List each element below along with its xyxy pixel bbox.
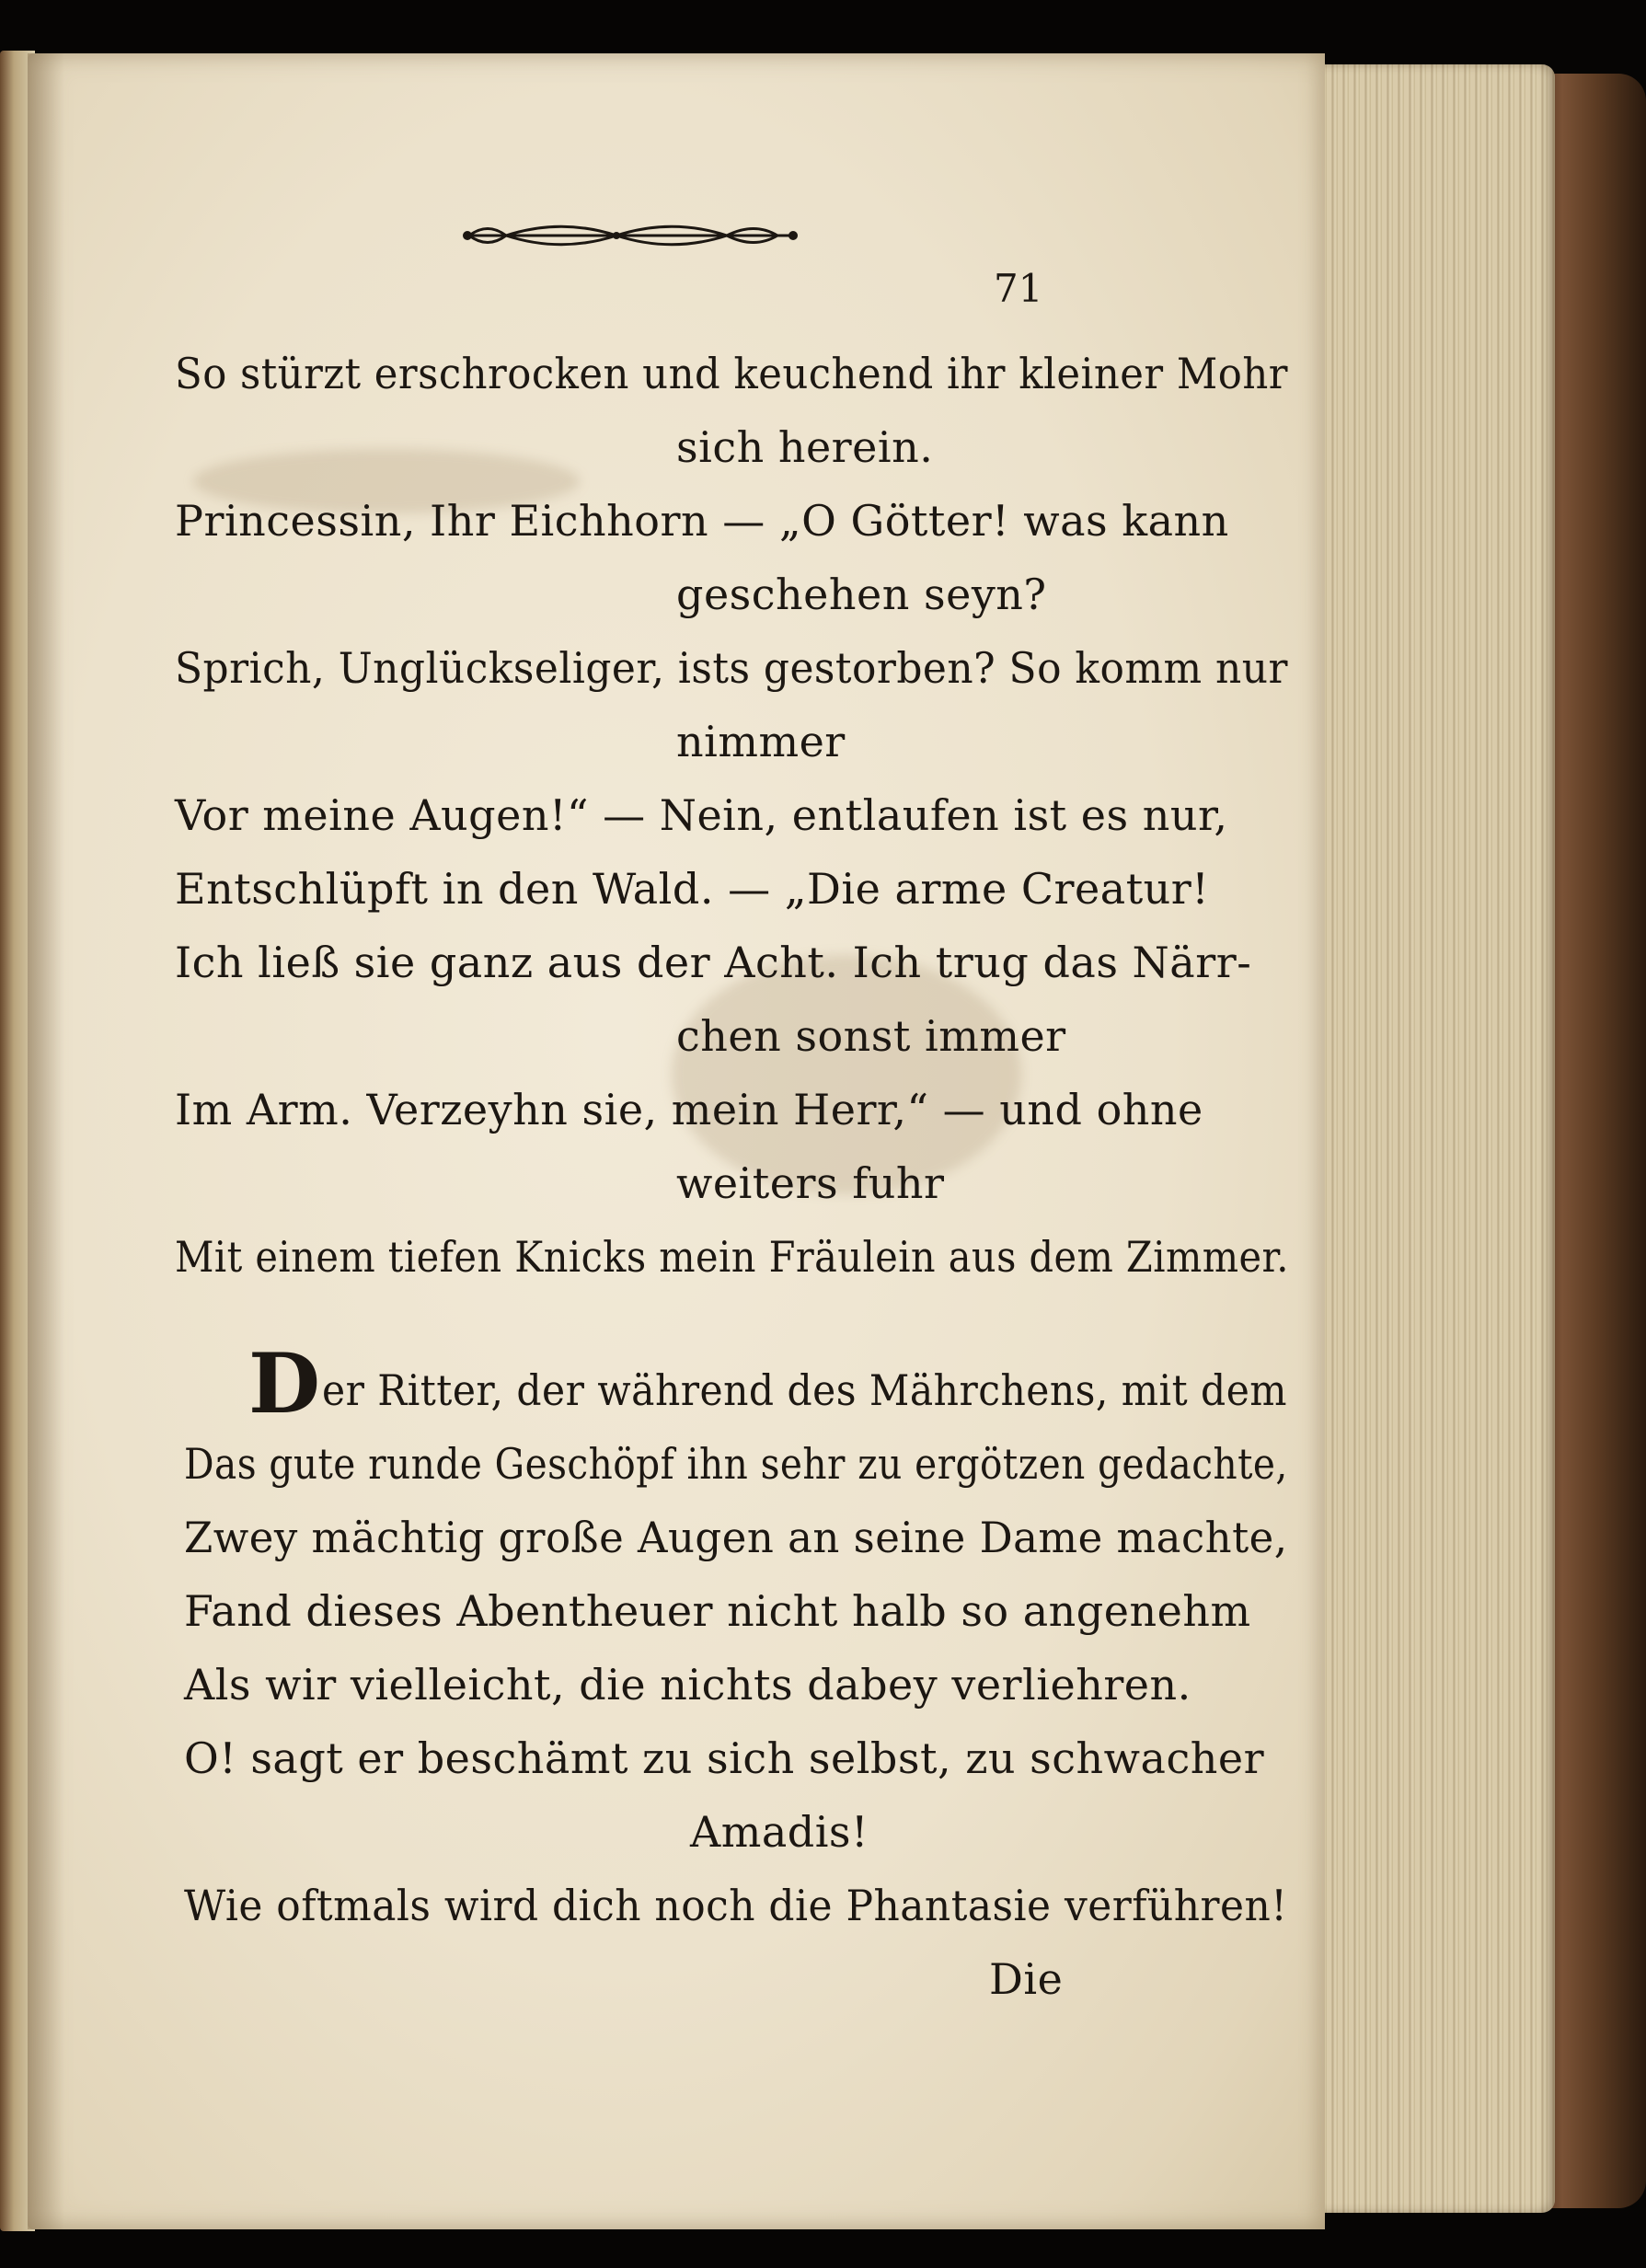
text-line: Entschlüpft in den Wald. — „Die arme Creatur! <box>175 864 1210 914</box>
text-line: Das gute runde Geschöpf ihn sehr zu ergötzen gedachte, <box>184 1439 1288 1489</box>
text-line: O! sagt er beschämt zu sich selbst, zu schwacher <box>184 1733 1265 1783</box>
text-line: nimmer <box>676 717 846 766</box>
text-line: Fand dieses Abentheuer nicht halb so angenehm <box>184 1586 1251 1636</box>
text-line: weiters fuhr <box>676 1158 945 1208</box>
text-line: Ich ließ sie ganz aus der Acht. Ich trug das Närr- <box>175 938 1252 987</box>
text-line: Sprich, Unglückseliger, ists gestorben? So komm nur <box>175 643 1288 693</box>
text-line: Amadis! <box>690 1807 869 1857</box>
text-line: sich herein. <box>676 422 934 472</box>
drop-cap-initial: D <box>248 1335 321 1433</box>
text-line: er Ritter, der während des Mährchens, mit dem <box>322 1365 1288 1415</box>
page-number: 71 <box>994 266 1043 311</box>
text-line: geschehen seyn? <box>676 570 1047 619</box>
catchword: Die <box>989 1954 1064 2004</box>
text-line: Im Arm. Verzeyhn sie, mein Herr,“ — und ohne <box>175 1085 1203 1134</box>
text-line: Vor meine Augen!“ — Nein, entlaufen ist es nur, <box>175 790 1228 840</box>
ornament-icon <box>460 214 800 257</box>
gutter-shadow <box>28 53 64 2229</box>
text-line: Mit einem tiefen Knicks mein Fräulein aus dem Zimmer. <box>175 1232 1289 1282</box>
text-line: Als wir vielleicht, die nichts dabey verliehren. <box>184 1660 1191 1710</box>
book-page <box>28 53 1325 2229</box>
text-line: Princessin, Ihr Eichhorn — „O Götter! was kann <box>175 496 1229 546</box>
text-line: So stürzt erschrocken und keuchend ihr kleiner Mohr <box>175 349 1288 398</box>
page-block-edges <box>1316 64 1555 2213</box>
text-line: chen sonst immer <box>676 1011 1066 1061</box>
text-line: Zwey mächtig große Augen an seine Dame machte, <box>184 1513 1288 1562</box>
text-line: Wie oftmals wird dich noch die Phantasie verführen! <box>184 1881 1288 1930</box>
